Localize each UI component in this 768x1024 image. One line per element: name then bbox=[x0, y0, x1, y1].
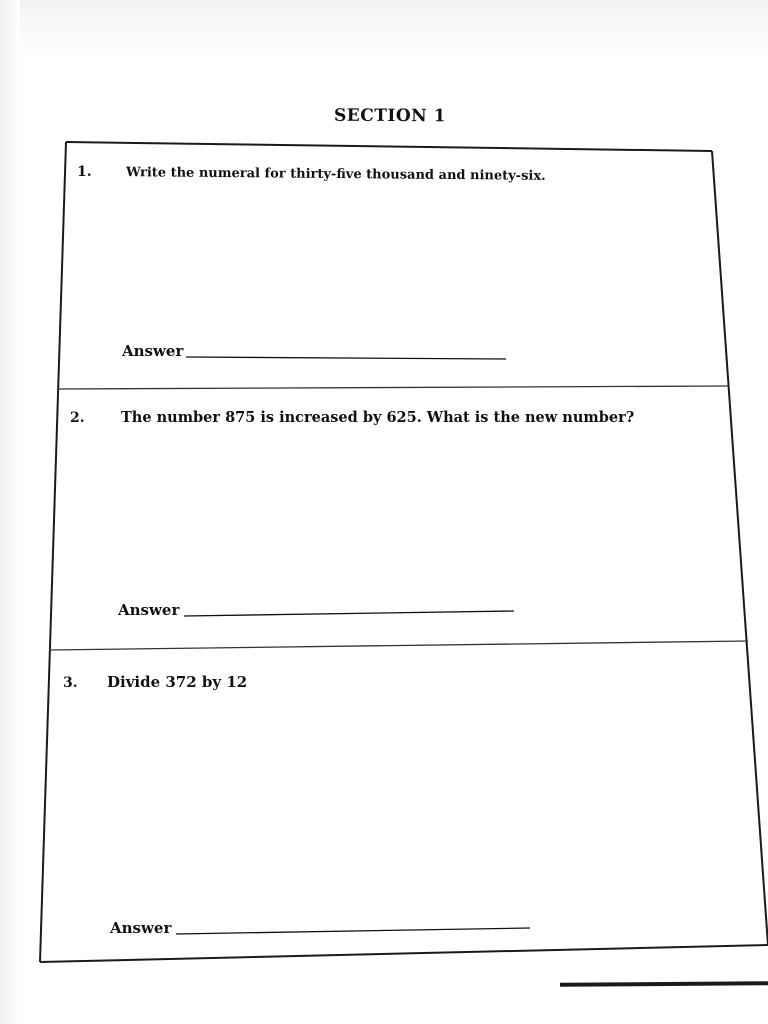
question-2-text: The number 875 is increased by 625. What is the new number? bbox=[121, 409, 635, 426]
answer-line-2 bbox=[184, 611, 514, 616]
row-divider-1 bbox=[58, 386, 728, 389]
question-1-answer-label: Answer bbox=[122, 342, 184, 360]
question-3-text: Divide 372 by 12 bbox=[107, 673, 248, 691]
question-2-number: 2. bbox=[70, 410, 85, 426]
question-3-answer-label: Answer bbox=[110, 919, 172, 937]
question-3-number: 3. bbox=[63, 675, 78, 691]
question-1-text: Write the numeral for thirty-five thousand and ninety-six. bbox=[125, 165, 546, 184]
frame-top-border bbox=[66, 142, 712, 151]
frame-right-border bbox=[712, 151, 768, 945]
answer-line-1 bbox=[186, 357, 506, 359]
frame-left-border bbox=[40, 142, 66, 962]
question-1-number: 1. bbox=[77, 164, 92, 180]
frame-bottom-border bbox=[40, 945, 768, 962]
section-title: SECTION 1 bbox=[333, 105, 447, 127]
question-2-answer-label: Answer bbox=[118, 601, 180, 619]
row-divider-2 bbox=[49, 641, 748, 650]
answer-line-3 bbox=[176, 928, 530, 934]
